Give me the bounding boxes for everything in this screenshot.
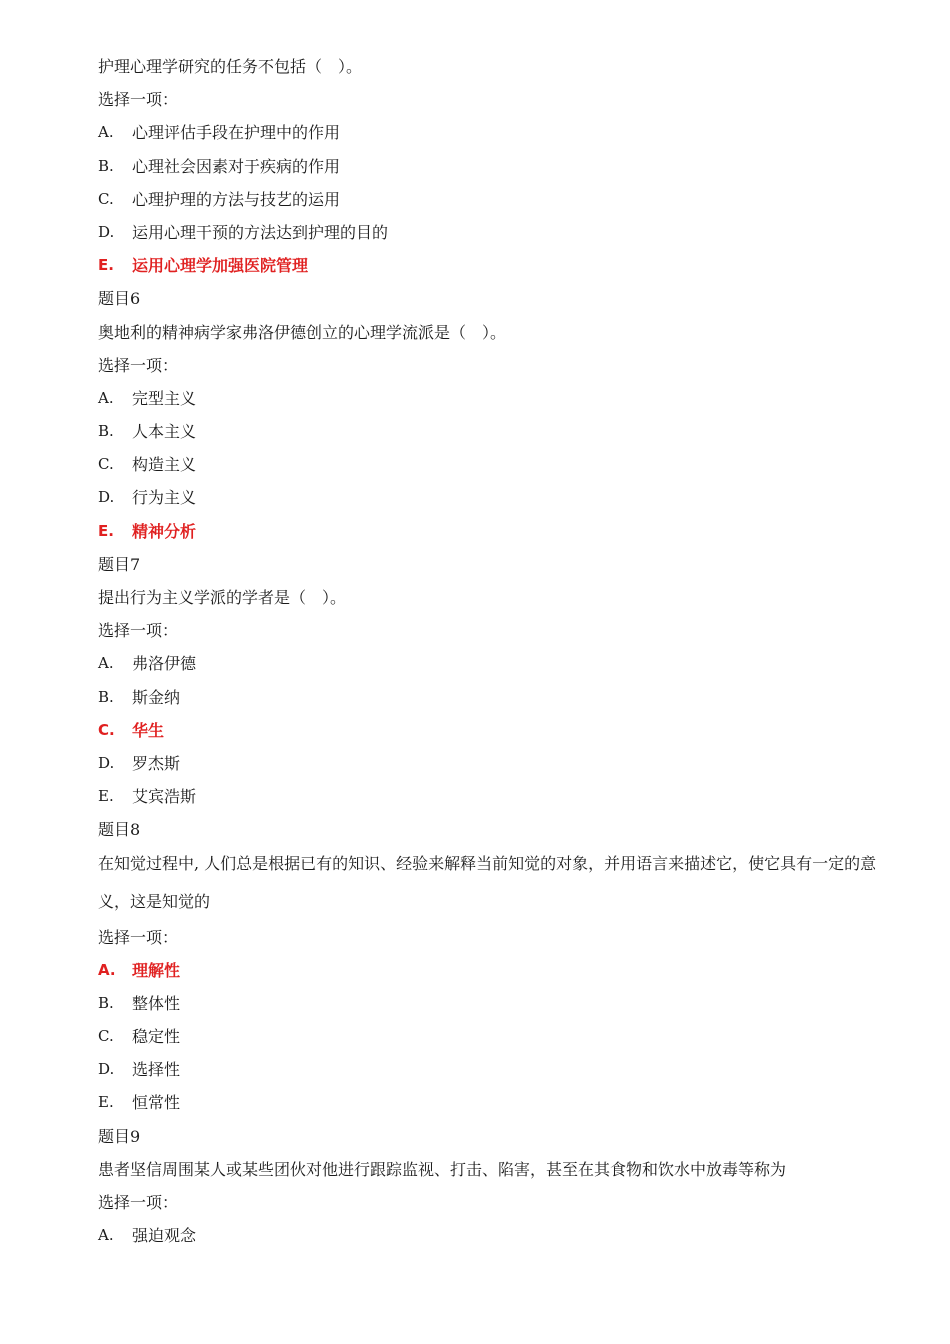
question-number: 题目6 <box>98 289 141 309</box>
answer-option[interactable] <box>98 1053 898 1086</box>
option-letter: A. <box>98 123 114 142</box>
option-letter: A. <box>98 1226 114 1245</box>
option-text: 人本主义 <box>132 422 197 442</box>
option-letter: B. <box>98 156 114 175</box>
option-letter: C. <box>98 189 114 208</box>
question-block <box>98 813 898 1119</box>
option-letter: D. <box>98 753 115 772</box>
option-letter: B. <box>98 687 114 706</box>
answer-option[interactable] <box>98 183 898 216</box>
option-text: 华生 <box>132 720 165 740</box>
answer-option[interactable] <box>98 987 898 1020</box>
option-letter: C. <box>98 1027 114 1046</box>
option-text: 心理护理的方法与技艺的运用 <box>132 189 341 209</box>
answer-option[interactable] <box>98 150 898 183</box>
answer-option[interactable] <box>98 448 898 481</box>
option-text: 艾宾浩斯 <box>132 787 197 807</box>
question-number: 题目7 <box>98 554 141 574</box>
option-letter: A. <box>98 654 114 673</box>
correct-option[interactable] <box>98 954 898 987</box>
select-one-prompt: 选择一项： <box>98 355 179 375</box>
option-letter: E. <box>98 787 114 806</box>
option-text: 稳定性 <box>132 1027 181 1047</box>
question-text: 在知觉过程中, 人们总是根据已有的知识、经验来解释当前知觉的对象，并用语言来描述它，使它具有一定的意义，这是知觉的 <box>98 853 877 911</box>
option-letter: E. <box>98 521 114 540</box>
answer-option[interactable] <box>98 382 898 415</box>
option-letter: C. <box>98 720 115 739</box>
correct-option[interactable] <box>98 249 898 282</box>
option-letter: B. <box>98 993 114 1012</box>
question-block <box>98 548 898 814</box>
option-text: 恒常性 <box>132 1093 181 1113</box>
select-one-prompt: 选择一项： <box>98 90 179 110</box>
option-letter: D. <box>98 488 115 507</box>
select-one-prompt: 选择一项： <box>98 927 179 947</box>
question-number: 题目9 <box>98 1126 141 1146</box>
option-text: 构造主义 <box>132 455 197 475</box>
question-text: 提出行为主义学派的学者是（ ）。 <box>98 588 347 607</box>
option-letter: C. <box>98 455 114 474</box>
answer-option[interactable] <box>98 481 898 514</box>
option-letter: D. <box>98 1060 115 1079</box>
answer-option[interactable] <box>98 1219 898 1252</box>
answer-option[interactable] <box>98 415 898 448</box>
answer-option[interactable] <box>98 780 898 813</box>
option-text: 斯金纳 <box>132 687 181 707</box>
option-text: 整体性 <box>132 993 181 1013</box>
answer-option[interactable] <box>98 216 898 249</box>
option-text: 弗洛伊德 <box>132 654 197 674</box>
question-text: 患者坚信周围某人或某些团伙对他进行跟踪监视、打击、陷害，甚至在其食物和饮水中放毒等称为 <box>98 1159 787 1179</box>
correct-option[interactable] <box>98 714 898 747</box>
option-text: 精神分析 <box>132 521 197 541</box>
select-one-prompt: 选择一项： <box>98 1193 179 1212</box>
correct-option[interactable] <box>98 515 898 548</box>
option-letter: E. <box>98 256 114 275</box>
select-one-prompt: 选择一项： <box>98 621 179 641</box>
option-text: 理解性 <box>132 960 181 980</box>
question-block <box>98 50 898 282</box>
option-text: 运用心理学加强医院管理 <box>132 256 309 276</box>
option-letter: A. <box>98 960 116 979</box>
question-text: 护理心理学研究的任务不包括（ ）。 <box>98 57 363 76</box>
question-text: 奥地利的精神病学家弗洛伊德创立的心理学流派是（ ）。 <box>98 322 507 342</box>
answer-option[interactable] <box>98 647 898 680</box>
answer-option[interactable] <box>98 747 898 780</box>
option-text: 完型主义 <box>132 388 197 408</box>
option-text: 心理社会因素对于疾病的作用 <box>132 156 341 176</box>
option-letter: E. <box>98 1093 114 1112</box>
answer-option[interactable] <box>98 1086 898 1119</box>
answer-option[interactable] <box>98 681 898 714</box>
question-block <box>98 1120 898 1253</box>
option-letter: D. <box>98 222 115 241</box>
option-text: 运用心理干预的方法达到护理的目的 <box>132 222 389 242</box>
option-text: 心理评估手段在护理中的作用 <box>132 123 341 143</box>
option-text: 强迫观念 <box>132 1226 197 1246</box>
question-block <box>98 282 898 548</box>
option-text: 行为主义 <box>132 488 197 508</box>
option-letter: B. <box>98 422 114 441</box>
answer-option[interactable] <box>98 116 898 149</box>
option-text: 罗杰斯 <box>132 753 181 773</box>
answer-option[interactable] <box>98 1020 898 1053</box>
document-body <box>98 50 898 1252</box>
question-number: 题目8 <box>98 820 141 840</box>
option-text: 选择性 <box>132 1060 181 1080</box>
option-letter: A. <box>98 388 114 407</box>
